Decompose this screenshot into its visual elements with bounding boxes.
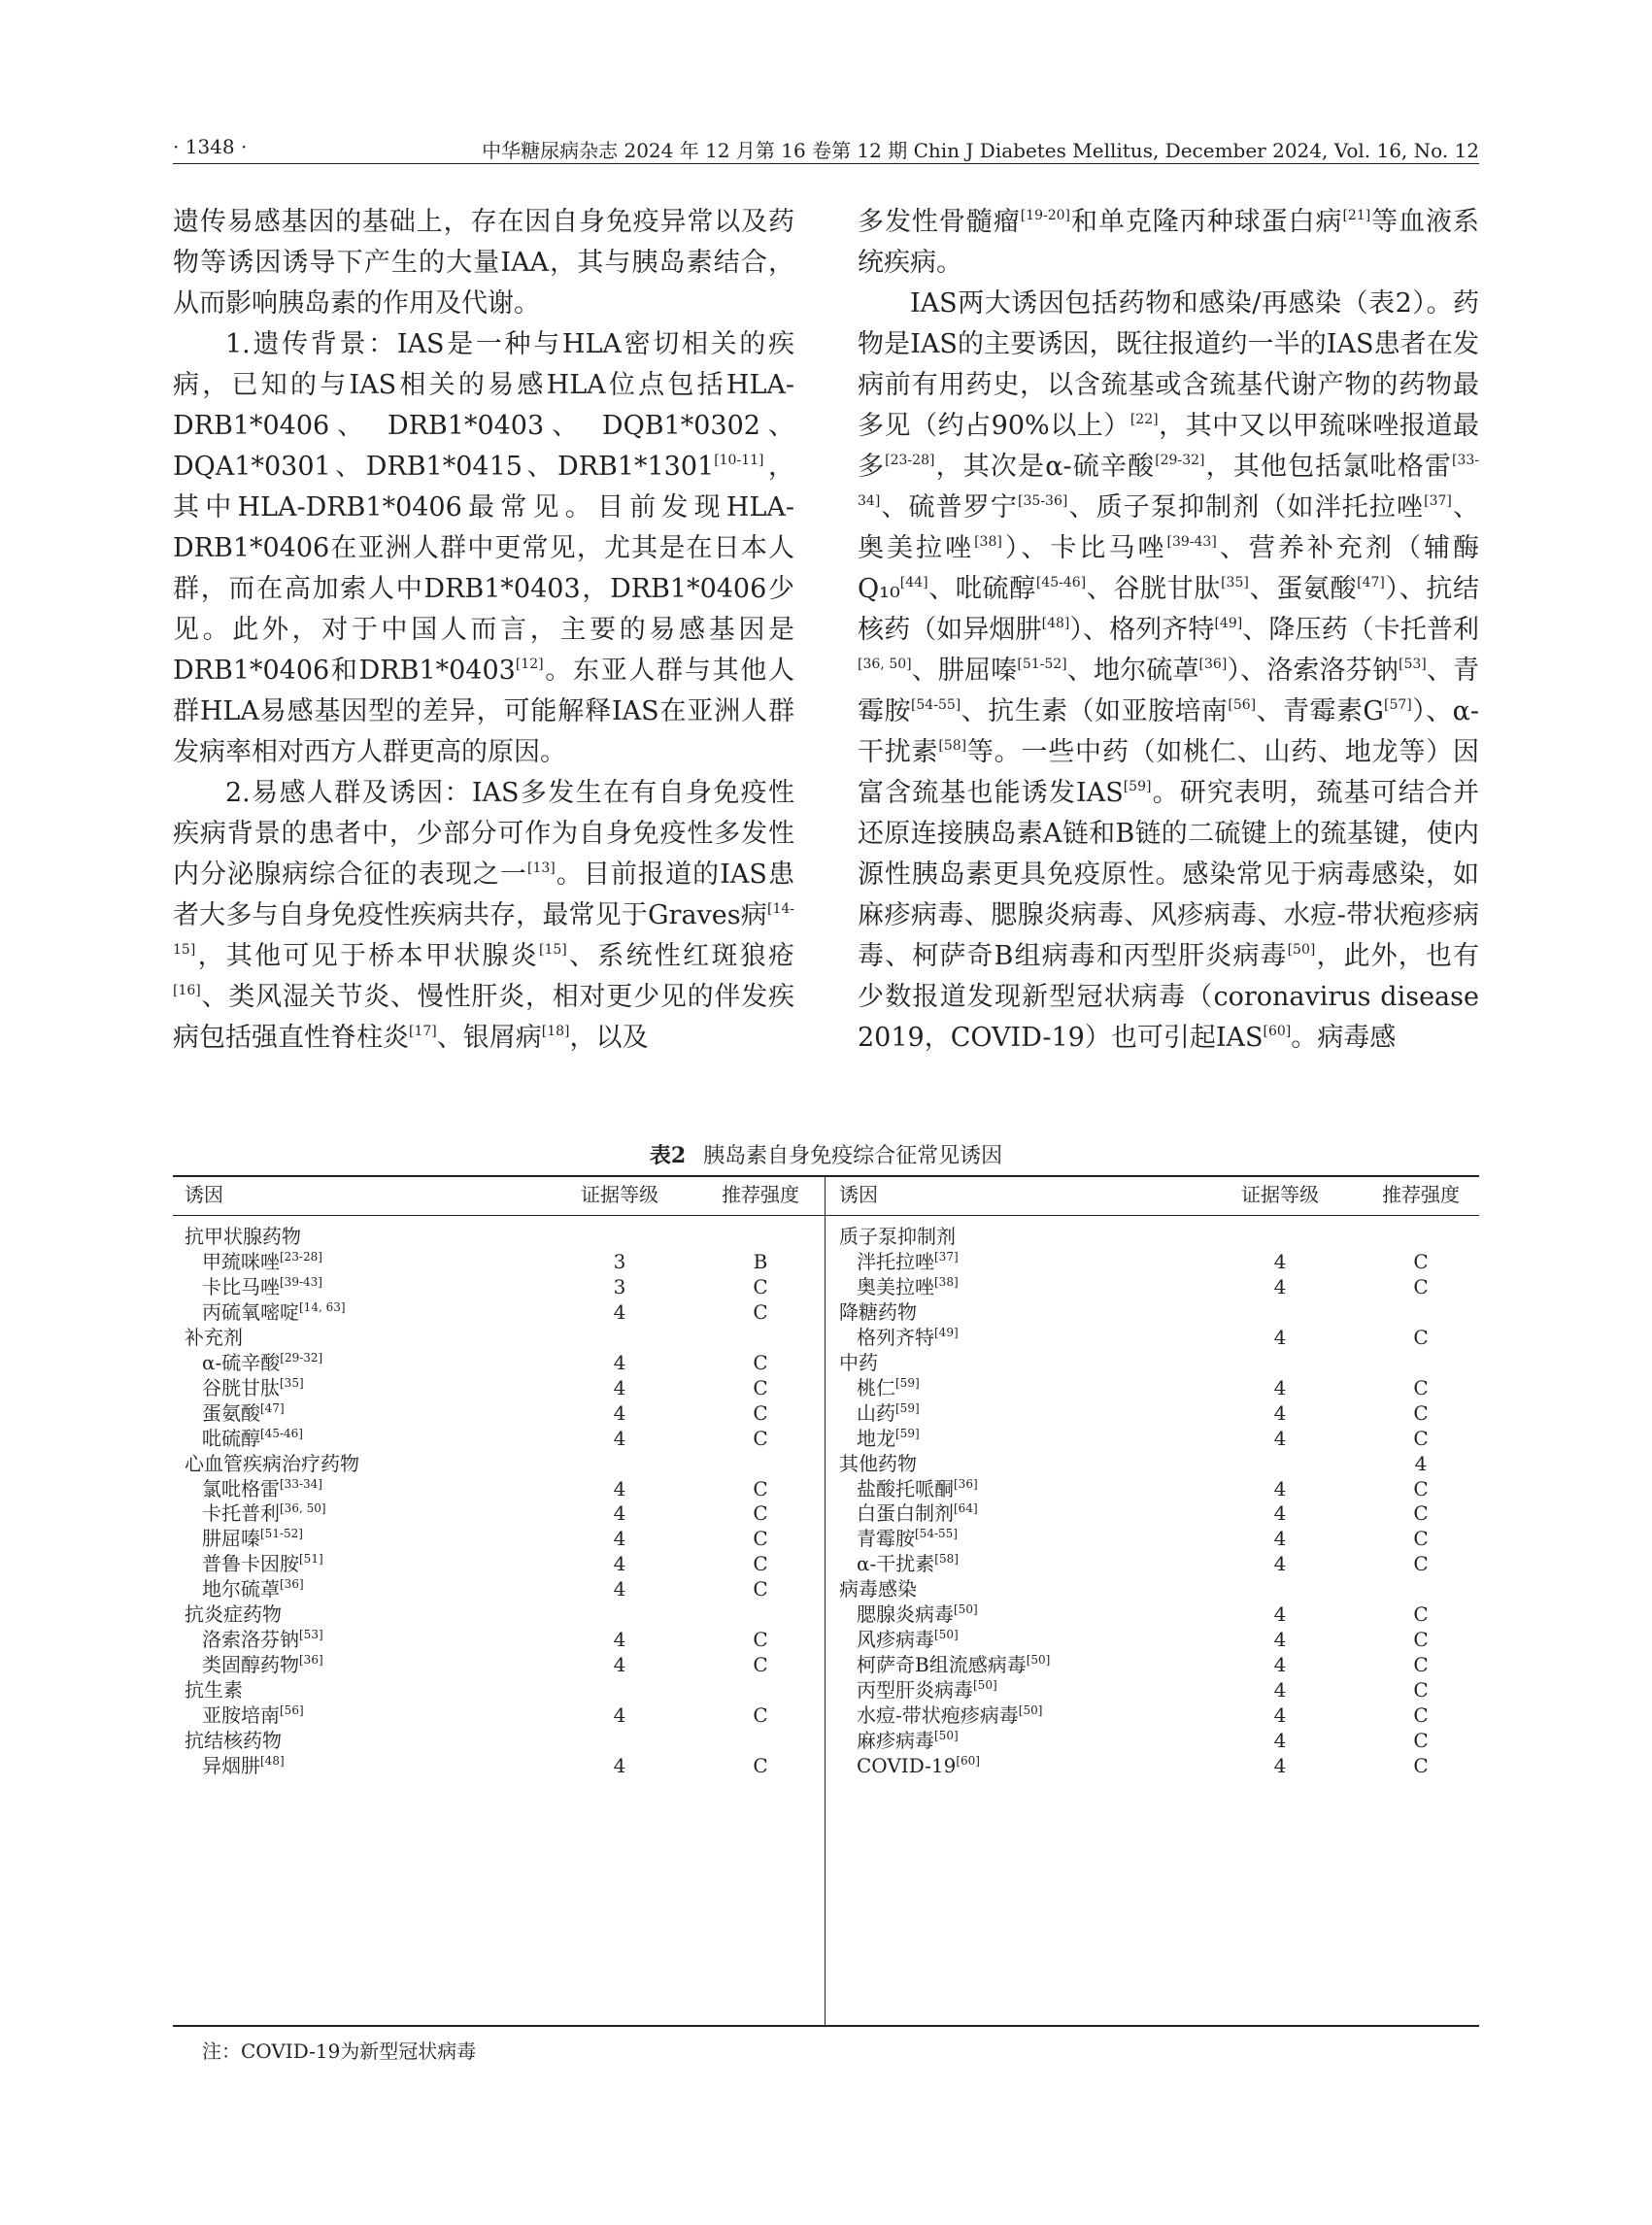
trigger-name: [202, 1747, 285, 1784]
evidence-level: 4: [1273, 1426, 1287, 1450]
body-text: 、硫普罗宁: [880, 492, 1019, 523]
trigger-label: 普鲁卡因胺: [202, 1552, 299, 1576]
body-text: ）、抗结核药（如异烟肼: [858, 574, 1480, 645]
recommendation-grade: C: [1413, 1753, 1429, 1777]
body-text: ）、卡比马唑: [1001, 533, 1167, 563]
recommendation-grade: C: [753, 1375, 768, 1399]
evidence-level: 4: [1273, 1375, 1287, 1399]
trigger-label: 丙型肝炎病毒: [857, 1678, 973, 1702]
trigger-label: 抗炎症药物: [185, 1602, 282, 1627]
citation-ref: [37]: [934, 1249, 959, 1264]
table-row: [827, 1747, 1479, 1784]
page-number: · 1348 ·: [173, 135, 248, 158]
citation-ref: [36]: [280, 1577, 304, 1592]
body-text: 等血液系统疾病。: [858, 207, 1480, 278]
body-text: 。东亚人群与其他人群HLA易感基因型的差异，可能解释IAS在亚洲人群发病率相对西方人群更高的原因。: [173, 656, 794, 767]
paragraph: [173, 324, 794, 773]
paragraph: [858, 202, 1479, 284]
trigger-label: 蛋氨酸: [202, 1400, 260, 1425]
evidence-level: 4: [1273, 1274, 1287, 1298]
citation-ref: [51-52]: [260, 1527, 303, 1541]
citation-ref: [13]: [526, 860, 556, 876]
citation-ref: [14, 63]: [299, 1299, 346, 1314]
body-text: 、谷胱甘肽: [1086, 574, 1222, 604]
recommendation-grade: C: [753, 1653, 768, 1677]
recommendation-grade: C: [753, 1577, 768, 1601]
recommendation-grade: C: [1413, 1678, 1429, 1702]
trigger-label: 氯吡格雷: [202, 1476, 280, 1500]
citation-ref: [50]: [1026, 1653, 1051, 1668]
citation-ref: [36]: [299, 1653, 323, 1668]
right-text-column: [858, 202, 1479, 1059]
body-text: ，其他可见于桥本甲状腺炎: [195, 941, 539, 971]
evidence-level: 4: [1273, 1703, 1287, 1728]
body-text: 、肼屈嗪: [911, 656, 1018, 686]
table-label: 表2: [649, 1143, 687, 1168]
trigger-label: 奥美拉唑: [857, 1274, 934, 1298]
body-text: 、降压药（卡托普利: [1242, 615, 1480, 645]
body-text: 2.易感人群及诱因：IAS多发生在有自身免疫性疾病背景的患者中，少部分可作为自身免疫性多发性内分泌腺病综合征的表现之一: [173, 778, 794, 890]
paragraph: [173, 202, 794, 324]
recommendation-grade: 4: [1414, 1451, 1428, 1475]
trigger-label: 丙硫氧嘧啶: [202, 1299, 299, 1324]
recommendation-grade: C: [753, 1703, 768, 1728]
evidence-level: 4: [1273, 1501, 1287, 1526]
table-header-row: [173, 1175, 825, 1215]
evidence-level: 4: [613, 1501, 626, 1526]
citation-ref: [45-46]: [1035, 575, 1087, 590]
recommendation-grade: C: [1413, 1274, 1429, 1298]
trigger-label: 腮腺炎病毒: [857, 1602, 954, 1627]
recommendation-grade: C: [753, 1552, 768, 1576]
trigger-label: 格列齐特: [857, 1325, 934, 1349]
evidence-level: 4: [613, 1375, 626, 1399]
body-text: ）、α-干扰素: [858, 696, 1480, 767]
evidence-level: 3: [613, 1249, 626, 1273]
body-text: ）、格列齐特: [1069, 615, 1215, 645]
trigger-label: 柯萨奇B组流感病毒: [857, 1653, 1027, 1677]
citation-ref: [35-36]: [1018, 493, 1068, 509]
body-text: 、抗生素（如亚胺培南: [961, 696, 1229, 726]
trigger-label: 补充剂: [185, 1325, 243, 1349]
recommendation-grade: C: [753, 1350, 768, 1374]
trigger-name: [857, 1747, 980, 1784]
body-text: 、青霉素G: [1256, 696, 1385, 726]
journal-citation: 中华糖尿病杂志 2024 年 12 月第 16 卷第 12 期 Chin J Diabetes Mellitus, December 2024, Vol. 16, No. 12: [482, 139, 1479, 162]
body-text: 。研究表明，巯基可结合并还原连接胰岛素A链和B链的二硫键上的巯基键，使内源性胰岛素更具免疫原性。感染常见于病毒感染，如麻疹病毒、腮腺炎病毒、风疹病毒、水痘-带状疱疹病毒、柯萨奇B组病毒和丙型肝炎病毒: [858, 778, 1479, 971]
citation-ref: [50]: [934, 1628, 959, 1642]
citation-ref: [37]: [1424, 493, 1452, 509]
citation-ref: [23-28]: [280, 1249, 322, 1264]
citation-ref: [59]: [895, 1400, 920, 1415]
recommendation-grade: C: [1413, 1602, 1429, 1627]
citation-ref: [53]: [299, 1628, 323, 1642]
citation-ref: [48]: [260, 1753, 285, 1768]
recommendation-grade: C: [753, 1501, 768, 1526]
recommendation-grade: C: [1413, 1325, 1429, 1349]
evidence-level: 4: [613, 1350, 626, 1374]
citation-ref: [21]: [1342, 208, 1371, 223]
trigger-label: 地龙: [857, 1426, 895, 1450]
citation-ref: [50]: [954, 1602, 978, 1617]
trigger-label: 桃仁: [857, 1375, 895, 1399]
trigger-label: 其他药物: [839, 1451, 917, 1475]
trigger-label: 病毒感染: [839, 1577, 917, 1601]
citation-ref: [57]: [1384, 697, 1412, 713]
evidence-level: 4: [1273, 1249, 1287, 1273]
body-text: 。目前报道的IAS患者大多与自身免疫性疾病共存，最常见于Graves病: [173, 860, 794, 930]
citation-ref: [38]: [934, 1274, 959, 1289]
trigger-label: 麻疹病毒: [857, 1729, 934, 1752]
trigger-label: α-硫辛酸: [202, 1350, 281, 1374]
trigger-label: 质子泵抑制剂: [839, 1225, 956, 1248]
trigger-label: 甲巯咪唑: [202, 1249, 280, 1273]
paragraph: [858, 284, 1479, 1059]
citation-ref: [54-55]: [915, 1527, 958, 1541]
evidence-level: 4: [1273, 1602, 1287, 1627]
header-recommendation: 推荐强度: [1382, 1183, 1460, 1206]
citation-ref: [54-55]: [910, 697, 961, 713]
trigger-label: 地尔硫䓬: [202, 1577, 280, 1601]
trigger-label: 卡托普利: [202, 1501, 280, 1526]
citation-ref: [47]: [260, 1400, 285, 1415]
evidence-level: 4: [1273, 1552, 1287, 1576]
table-header-row: [827, 1175, 1479, 1215]
body-text: 、地尔硫䓬: [1066, 656, 1199, 686]
evidence-level: 4: [613, 1299, 626, 1324]
body-text: IAS两大诱因包括药物和感染/再感染（表2）。药物是IAS的主要诱因，既往报道约一半的IAS患者在发病前有用药史，以含巯基或含巯基代谢产物的药物最多见（约占90%以上）: [858, 288, 1479, 441]
citation-ref: [22]: [1129, 412, 1159, 427]
header-rule: [173, 163, 1479, 164]
recommendation-grade: C: [1413, 1249, 1429, 1273]
header-evidence-level: 证据等级: [1241, 1183, 1319, 1206]
trigger-label: 山药: [857, 1400, 895, 1425]
citation-ref: [49]: [1214, 616, 1243, 631]
evidence-level: 4: [613, 1426, 626, 1450]
body-text: ，其中HLA-DRB1*0406最常见。目前发现HLA-DRB1*0406在亚洲人群中更常见，尤其是在日本人群，而在高加索人中DRB1*0403，DRB1*0406少见。此外，对于中国人而言，主要的易感基因是DRB1*0406和DRB1*0403: [173, 452, 795, 686]
body-text: 和单克隆丙种球蛋白病: [1070, 207, 1343, 237]
table-column-divider: [825, 1175, 826, 2025]
trigger-label: 洛索洛芬钠: [202, 1628, 299, 1652]
citation-ref: [19-20]: [1020, 208, 1070, 223]
recommendation-grade: C: [753, 1476, 768, 1500]
recommendation-grade: C: [753, 1527, 768, 1551]
trigger-label: 异烟肼: [202, 1753, 260, 1777]
evidence-level: 4: [613, 1703, 626, 1728]
trigger-label: 降糖药物: [839, 1299, 917, 1324]
citation-ref: [50]: [934, 1729, 959, 1742]
citation-ref: [35]: [280, 1375, 304, 1390]
body-text: ，以及: [569, 1023, 649, 1053]
citation-ref: [60]: [956, 1753, 980, 1768]
recommendation-grade: C: [1413, 1703, 1429, 1728]
left-text-column: [173, 202, 794, 1059]
body-text: ，其他包括氯吡格雷: [1204, 452, 1452, 482]
citation-ref: [33-34]: [280, 1476, 322, 1491]
trigger-label: 白蛋白制剂: [857, 1501, 954, 1526]
citation-ref: [64]: [954, 1501, 978, 1516]
evidence-level: 4: [1273, 1628, 1287, 1652]
trigger-label: α-干扰素: [857, 1552, 935, 1576]
citation-ref: [60]: [1263, 1024, 1292, 1039]
table-bottom-rule: [173, 2025, 1479, 2027]
evidence-level: 4: [613, 1476, 626, 1500]
citation-ref: [56]: [280, 1703, 304, 1718]
body-text: 1.遗传背景：IAS是一种与HLA密切相关的疾病，已知的与IAS相关的易感HLA位点包括HLA-DRB1*0406、 DRB1*0403、 DQB1*0302、 DQA1*0301、DRB1*0415、DRB1*1301: [173, 329, 794, 482]
trigger-label: 卡比马唑: [202, 1274, 280, 1298]
trigger-label: 肼屈嗪: [202, 1527, 260, 1551]
body-text: 。病毒感: [1291, 1023, 1397, 1053]
evidence-level: 4: [613, 1628, 626, 1652]
body-text: 、营养补充剂（辅酶Q₁₀: [858, 533, 1480, 604]
body-text: 等。一些中药（如桃仁、山药、地龙等）因富含巯基也能诱发IAS: [858, 737, 1480, 808]
recommendation-grade: C: [1413, 1653, 1429, 1677]
citation-ref: [39-43]: [1166, 534, 1217, 550]
evidence-level: 4: [1273, 1729, 1287, 1752]
trigger-label: 青霉胺: [857, 1527, 915, 1551]
triggers-table: [173, 1175, 1479, 2064]
body-text: 、银屑病: [436, 1023, 542, 1053]
citation-ref: [51-52]: [1017, 657, 1067, 672]
citation-ref: [23-28]: [885, 453, 935, 468]
evidence-level: 4: [1273, 1527, 1287, 1551]
citation-ref: [51]: [299, 1552, 323, 1567]
body-text: 多发性骨髓瘤: [858, 207, 1021, 237]
trigger-label: 中药: [839, 1350, 878, 1374]
table-footnote: 注：COVID-19为新型冠状病毒: [202, 2040, 477, 2063]
citation-ref: [44]: [899, 575, 928, 590]
recommendation-grade: C: [1413, 1501, 1429, 1526]
evidence-level: 4: [1273, 1753, 1287, 1777]
body-text: 遗传易感基因的基础上，存在因自身免疫异常以及药物等诱因诱导下产生的大量IAA，其与胰岛素结合，从而影响胰岛素的作用及代谢。: [173, 207, 794, 319]
trigger-label: 类固醇药物: [202, 1653, 299, 1677]
citation-ref: [59]: [895, 1375, 920, 1390]
recommendation-grade: C: [753, 1628, 768, 1652]
recommendation-grade: C: [1413, 1628, 1429, 1652]
citation-ref: [50]: [1018, 1703, 1043, 1718]
paragraph: [173, 773, 794, 1059]
citation-ref: [10-11]: [714, 453, 764, 468]
citation-ref: [33-34]: [858, 453, 1480, 509]
citation-ref: [58]: [938, 738, 967, 754]
citation-ref: [59]: [895, 1426, 920, 1440]
evidence-level: 4: [1273, 1476, 1287, 1500]
citation-ref: [36]: [1198, 657, 1228, 672]
citation-ref: [12]: [515, 657, 544, 672]
trigger-label: 抗生素: [185, 1678, 243, 1702]
evidence-level: 4: [613, 1577, 626, 1601]
trigger-label: 风疹病毒: [857, 1628, 934, 1652]
citation-ref: [36]: [954, 1476, 978, 1491]
recommendation-grade: C: [753, 1299, 768, 1324]
trigger-label: 盐酸托哌酮: [857, 1476, 954, 1500]
citation-ref: [50]: [973, 1678, 997, 1693]
recommendation-grade: C: [1413, 1729, 1429, 1752]
citation-ref: [58]: [934, 1552, 959, 1567]
citation-ref: [39-43]: [280, 1274, 322, 1289]
citation-ref: [56]: [1228, 697, 1257, 713]
recommendation-grade: C: [753, 1426, 768, 1450]
recommendation-grade: C: [753, 1274, 768, 1298]
citation-ref: [50]: [1287, 942, 1316, 958]
body-text: 、青霉胺: [858, 656, 1480, 726]
citation-ref: [59]: [1123, 779, 1152, 794]
citation-ref: [29-32]: [280, 1350, 323, 1365]
body-text: ，其次是α-硫辛酸: [934, 452, 1156, 482]
header-recommendation: 推荐强度: [722, 1183, 799, 1206]
citation-ref: [14-15]: [173, 901, 794, 958]
citation-ref: [18]: [541, 1024, 570, 1039]
trigger-label: 心血管疾病治疗药物: [185, 1451, 359, 1475]
table-caption: [173, 1139, 1479, 1169]
citation-ref: [36, 50]: [280, 1501, 326, 1516]
citation-ref: [36, 50]: [858, 657, 912, 672]
body-text: 、类风湿关节炎、慢性肝炎，相对更少见的伴发疾病包括强直性脊柱炎: [173, 982, 794, 1053]
citation-ref: [16]: [173, 983, 201, 998]
citation-ref: [17]: [409, 1024, 437, 1039]
evidence-level: 4: [1273, 1325, 1287, 1349]
table-title: 胰岛素自身免疫综合征常见诱因: [703, 1144, 1003, 1168]
body-text: 、奥美拉唑: [858, 492, 1480, 563]
trigger-label: 亚胺培南: [202, 1703, 280, 1728]
recommendation-grade: C: [753, 1753, 768, 1777]
recommendation-grade: C: [753, 1400, 768, 1425]
header-evidence-level: 证据等级: [581, 1183, 658, 1206]
recommendation-grade: B: [753, 1249, 768, 1273]
evidence-level: 4: [613, 1527, 626, 1551]
trigger-label: 谷胱甘肽: [202, 1375, 280, 1399]
body-text: 、吡硫醇: [927, 574, 1036, 604]
trigger-label: COVID-19: [857, 1753, 957, 1777]
evidence-level: 4: [613, 1400, 626, 1425]
trigger-label: 抗结核药物: [185, 1729, 282, 1752]
body-text: 、系统性红斑狼疮: [566, 941, 795, 971]
header-trigger: 诱因: [185, 1183, 223, 1206]
evidence-level: 3: [613, 1274, 626, 1298]
evidence-level: 4: [613, 1653, 626, 1677]
table-header-rule: [173, 1215, 1479, 1216]
header-trigger: 诱因: [839, 1183, 878, 1206]
trigger-label: 吡硫醇: [202, 1426, 260, 1450]
evidence-level: 4: [613, 1552, 626, 1576]
citation-ref: [47]: [1357, 575, 1385, 590]
citation-ref: [48]: [1041, 616, 1070, 631]
trigger-label: 水痘-带状疱疹病毒: [857, 1703, 1019, 1728]
evidence-level: 4: [1273, 1678, 1287, 1702]
citation-ref: [49]: [934, 1325, 959, 1339]
evidence-level: 4: [1273, 1653, 1287, 1677]
trigger-label: 抗甲状腺药物: [185, 1225, 301, 1248]
table-row: [173, 1747, 825, 1784]
recommendation-grade: C: [1413, 1527, 1429, 1551]
evidence-level: 4: [613, 1753, 626, 1777]
body-text: ，其中又以甲巯咪唑报道最多: [858, 411, 1479, 482]
recommendation-grade: C: [1413, 1400, 1429, 1425]
citation-ref: [53]: [1398, 657, 1427, 672]
evidence-level: 4: [1273, 1400, 1287, 1425]
recommendation-grade: C: [1413, 1426, 1429, 1450]
body-text: ，此外，也有少数报道发现新型冠状病毒（coronavirus disease 2019，COVID-19）也可引起IAS: [858, 941, 1479, 1053]
citation-ref: [45-46]: [260, 1426, 303, 1440]
citation-ref: [38]: [974, 534, 1002, 550]
trigger-label: 泮托拉唑: [857, 1249, 934, 1273]
recommendation-grade: C: [1413, 1476, 1429, 1500]
body-text: 、蛋氨酸: [1248, 574, 1358, 604]
body-text: 、质子泵抑制剂（如泮托拉唑: [1067, 492, 1425, 523]
citation-ref: [35]: [1221, 575, 1249, 590]
citation-ref: [15]: [538, 942, 567, 958]
recommendation-grade: C: [1413, 1552, 1429, 1576]
recommendation-grade: C: [1413, 1375, 1429, 1399]
citation-ref: [29-32]: [1155, 453, 1205, 468]
body-text: ）、洛索洛芬钠: [1227, 656, 1399, 686]
